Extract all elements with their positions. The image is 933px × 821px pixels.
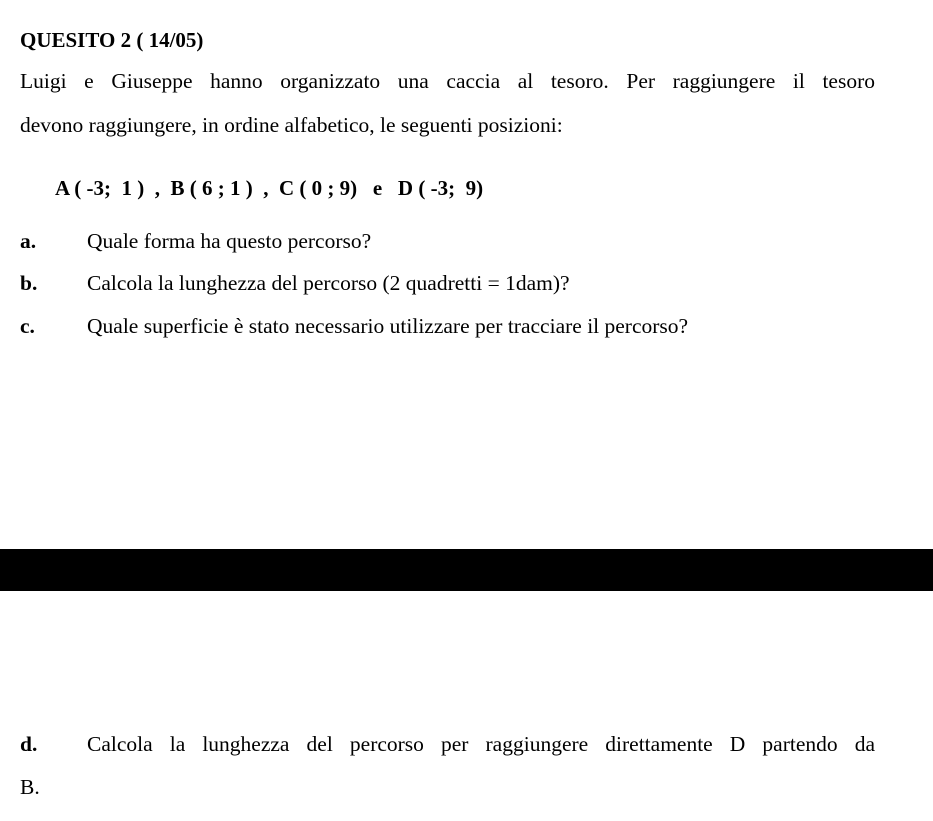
question-label-a: a.: [20, 229, 37, 253]
question-label-b: b.: [20, 271, 38, 295]
question-label-d: d.: [20, 732, 38, 756]
quesito-title: QUESITO 2 ( 14/05): [20, 28, 204, 52]
coordinates-list: A ( -3; 1 ) , B ( 6 ; 1 ) , C ( 0 ; 9) e D ( -3; 9): [55, 176, 484, 200]
question-label-c: c.: [20, 314, 35, 338]
redaction-band: [0, 549, 933, 591]
question-text-c: Quale superficie è stato necessario utilizzare per tracciare il percorso?: [87, 314, 689, 338]
question-text-a: Quale forma ha questo percorso?: [87, 229, 372, 253]
question-text-d: Calcola la lunghezza del percorso per raggiungere direttamente D partendo da: [87, 732, 875, 756]
question-d-continuation: B.: [20, 775, 40, 799]
intro-line-1: Luigi e Giuseppe hanno organizzato una caccia al tesoro. Per raggiungere il tesoro: [20, 69, 875, 93]
intro-line-2: devono raggiungere, in ordine alfabetico, le seguenti posizioni:: [20, 113, 563, 137]
question-text-b: Calcola la lunghezza del percorso (2 quadretti = 1dam)?: [87, 271, 570, 295]
